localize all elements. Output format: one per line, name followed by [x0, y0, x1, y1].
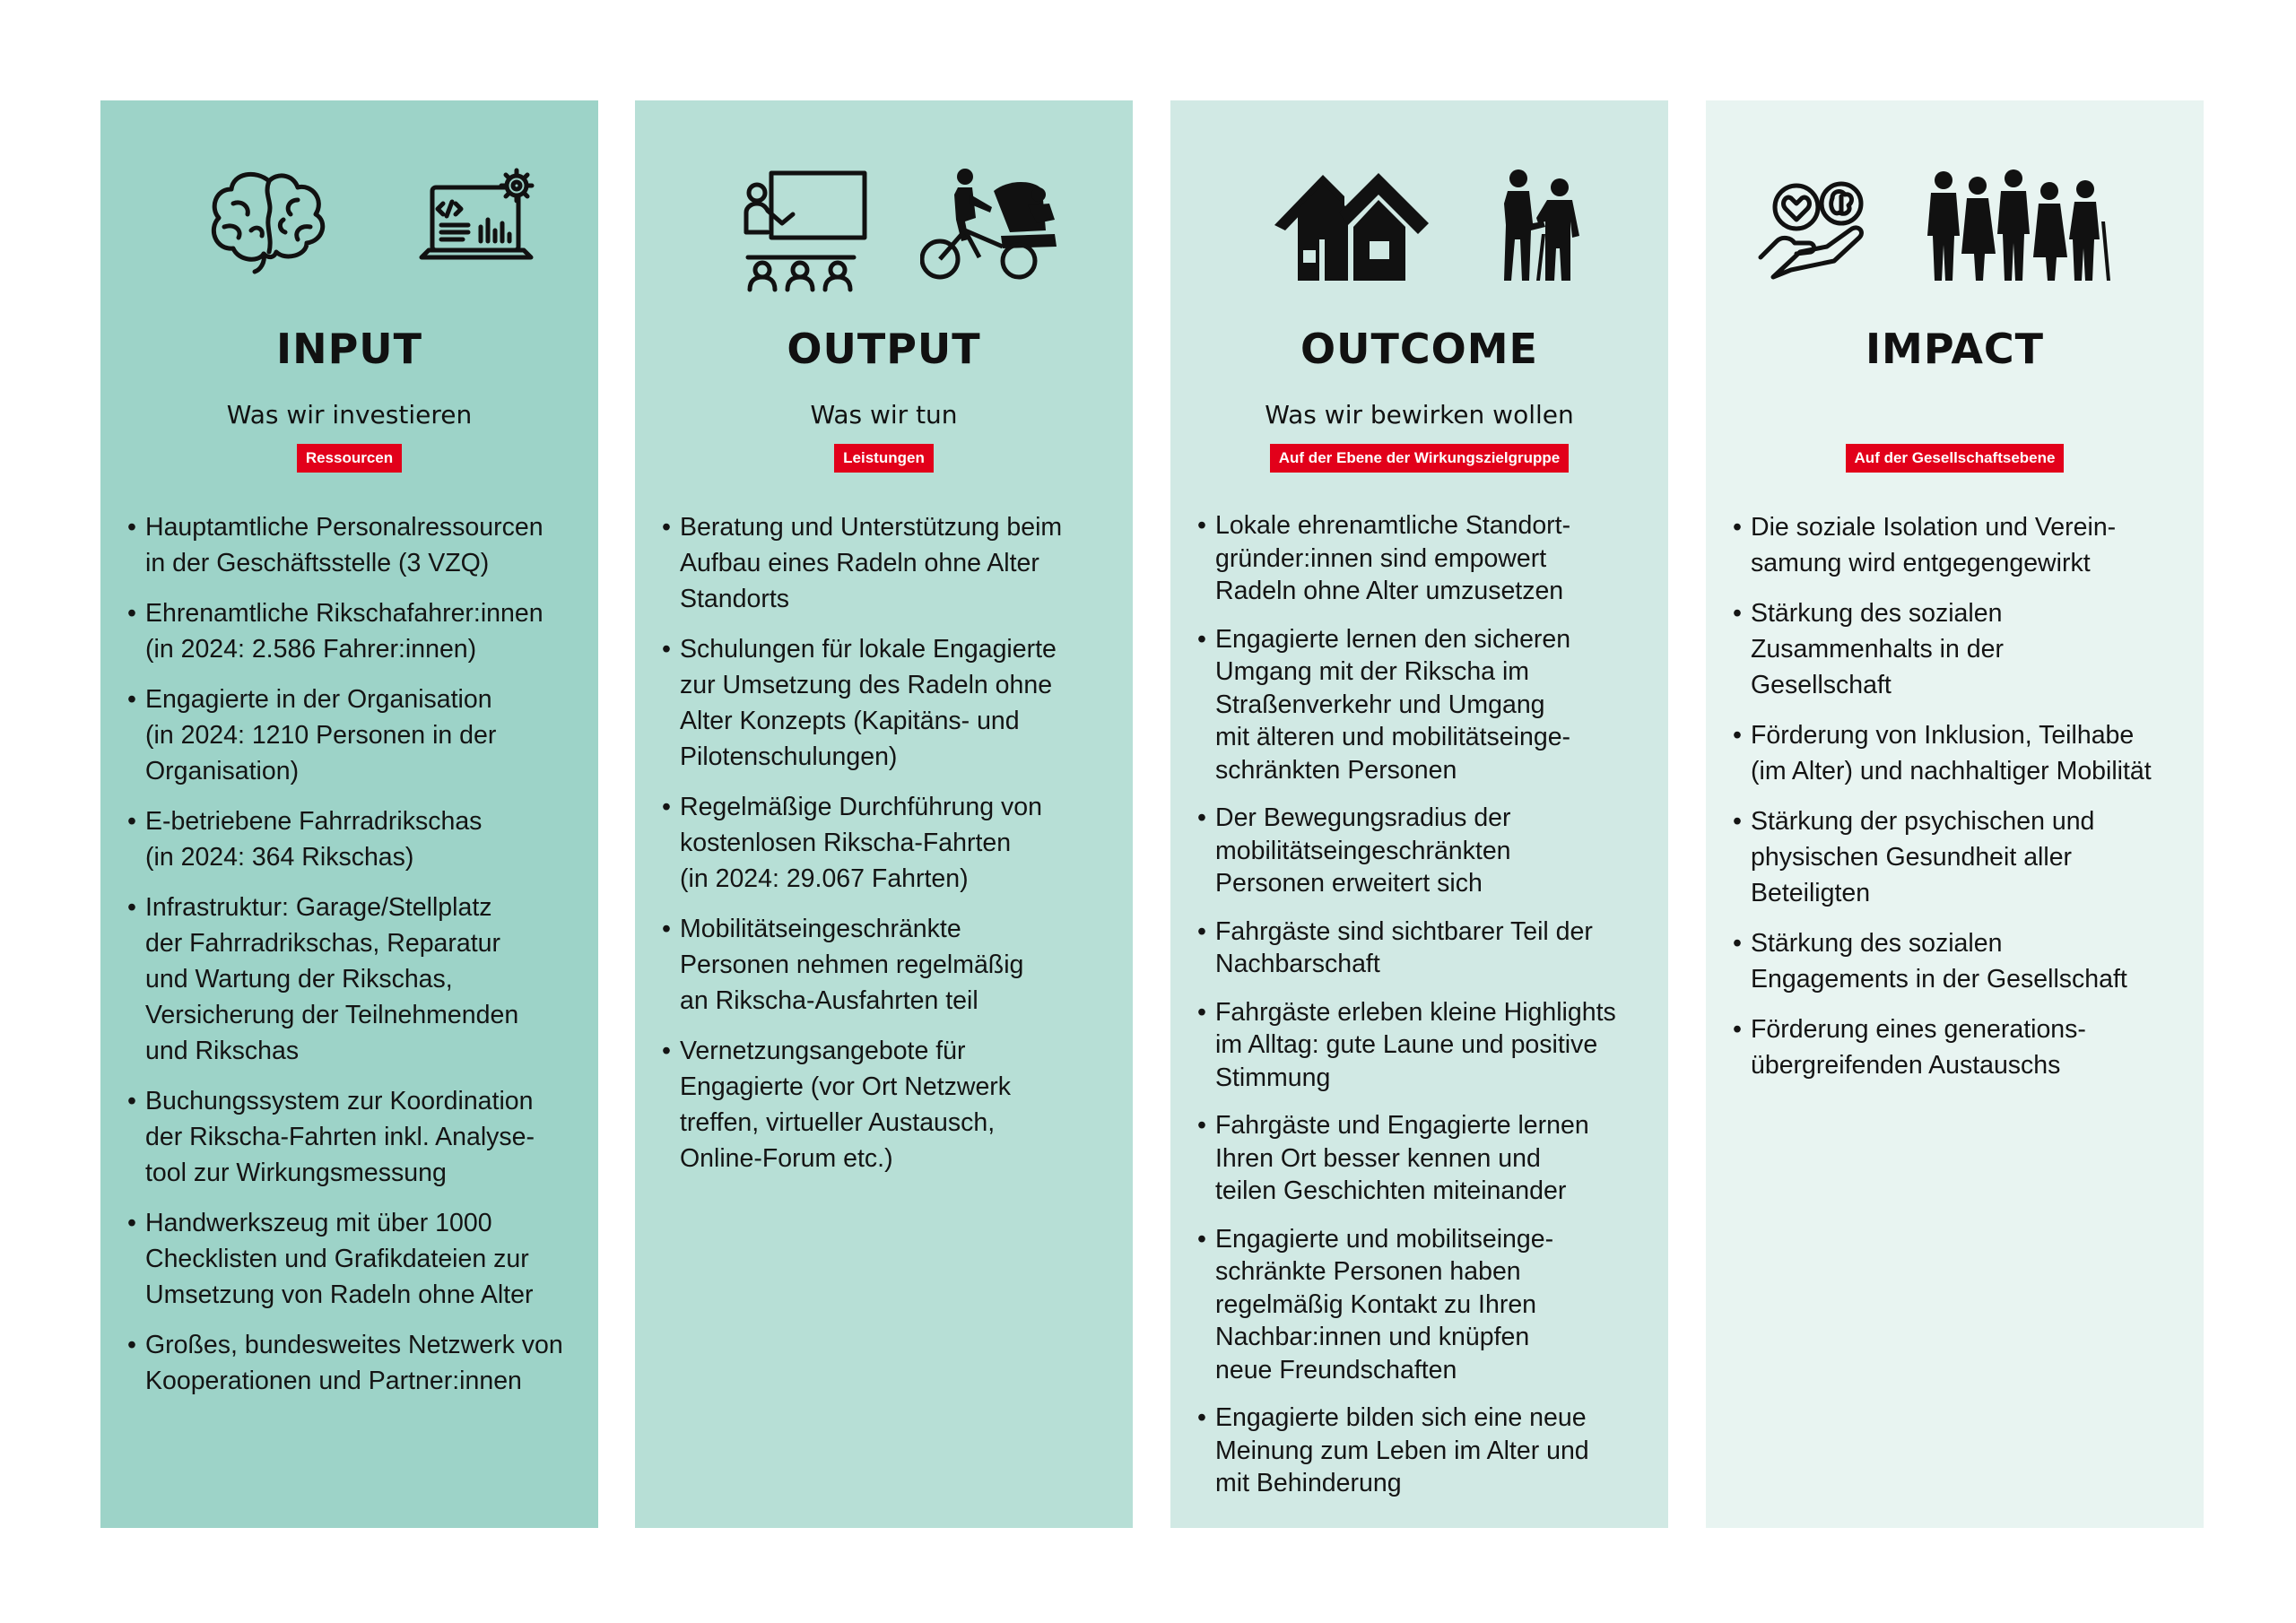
list-item	[1197, 1109, 1650, 1208]
hand-heart-brain-icon	[1755, 168, 1872, 284]
list-item-line: • Lokale ehrenamtliche Standort-	[1215, 511, 1571, 540]
list-item-line: samung wird entgegengewirkt	[1751, 549, 2091, 577]
list-item-line: der Fahrradrikschas, Reparatur	[145, 929, 500, 958]
list-item	[127, 803, 580, 875]
list-item	[1197, 623, 1650, 787]
input-icons	[100, 168, 598, 289]
list-item-line: • Die soziale Isolation und Verein-	[1751, 513, 2117, 542]
list-item-line: • Stärkung der psychischen und	[1751, 807, 2095, 836]
list-item	[1733, 925, 2186, 997]
column-badge: Ressourcen	[297, 444, 402, 473]
list-item-line: • Beratung und Unterstützung beim	[680, 513, 1063, 542]
list-item-line: zur Umsetzung des Radeln ohne	[680, 671, 1053, 699]
list-item-line: mit Behinderung	[1215, 1469, 1402, 1497]
list-item-line: in der Geschäftsstelle (3 VZQ)	[145, 549, 490, 577]
list-item	[1197, 802, 1650, 900]
output-column	[635, 100, 1133, 1528]
presentation-training-icon	[743, 168, 868, 293]
list-item-line: • Buchungssystem zur Koordination	[145, 1087, 534, 1115]
list-item-line: • Engagierte lernen den sicheren	[1215, 624, 1571, 654]
column-badge: Auf der Gesellschaftsebene	[1846, 444, 2065, 473]
list-item-line: • Hauptamtliche Personalressourcen	[145, 513, 544, 542]
list-item-line: Versicherung der Teilnehmenden	[145, 1001, 519, 1029]
column-badge: Auf der Ebene der Wirkungszielgruppe	[1270, 444, 1569, 473]
column-subtitle: Was wir tun	[810, 400, 958, 430]
list-item-line: • Schulungen für lokale Engagierte	[680, 635, 1057, 664]
list-item-line: Ihren Ort besser kennen und	[1215, 1143, 1541, 1173]
list-item-line: Nachbar:innen und knüpfen	[1215, 1323, 1530, 1351]
list-item-line: Personen nehmen regelmäßig	[680, 950, 1024, 979]
list-item-line: mit älteren und mobilitätseinge-	[1215, 723, 1571, 751]
list-item-line: Checklisten und Grafikdateien zur	[145, 1245, 529, 1273]
list-item-line: übergreifenden Austauschs	[1751, 1051, 2061, 1080]
list-item-line: • Großes, bundesweites Netzwerk von	[145, 1331, 563, 1359]
column-subtitle: Was wir investieren	[226, 400, 473, 430]
list-item	[1197, 916, 1650, 981]
list-item-line: • Handwerkszeug mit über 1000	[145, 1209, 492, 1237]
rickshaw-icon	[920, 168, 1064, 284]
list-item-line: und Wartung der Rikschas,	[145, 965, 453, 994]
output-icons	[635, 168, 1133, 289]
laptop-code-gear-icon	[416, 168, 542, 275]
list-item-line: (in 2024: 1210 Personen in der	[145, 721, 497, 750]
list-item	[1197, 1402, 1650, 1500]
list-item-line: im Alltag: gute Laune und positive	[1215, 1030, 1598, 1059]
list-item-line: Engagierte (vor Ort Netzwerk	[680, 1072, 1012, 1101]
list-item	[127, 1327, 580, 1399]
column-list	[1197, 509, 1650, 1515]
list-item-line: • Ehrenamtliche Rikschafahrer:innen	[145, 599, 544, 628]
list-item-line: Nachbarschaft	[1215, 950, 1380, 978]
list-item-line: Standorts	[680, 585, 789, 613]
list-item-line: • Der Bewegungsradius der	[1215, 803, 1511, 832]
list-item	[662, 509, 1115, 617]
list-item-line: (in 2024: 364 Rikschas)	[145, 843, 414, 872]
list-item	[662, 911, 1115, 1019]
list-item-line: Aufbau eines Radeln ohne Alter	[680, 549, 1039, 577]
list-item	[127, 681, 580, 789]
column-badge: Leistungen	[834, 444, 934, 473]
list-item-line: kostenlosen Rikscha-Fahrten	[680, 829, 1012, 857]
list-item-line: Kooperationen und Partner:innen	[145, 1367, 522, 1395]
list-item-line: der Rikscha-Fahrten inkl. Analyse-	[145, 1123, 535, 1151]
outcome-column	[1170, 100, 1668, 1528]
list-item-line: Umgang mit der Rikscha im	[1215, 657, 1530, 686]
list-item-line: Pilotenschulungen)	[680, 742, 898, 771]
list-item-line: • Engagierte in der Organisation	[145, 685, 492, 714]
list-item	[127, 509, 580, 581]
impact-column	[1706, 100, 2204, 1528]
list-item-line: regelmäßig Kontakt zu Ihren	[1215, 1289, 1537, 1319]
list-item-line: (in 2024: 2.586 Fahrer:innen)	[145, 635, 477, 664]
column-list	[662, 509, 1115, 1191]
list-item	[1733, 803, 2186, 911]
column-subtitle: Was wir bewirken wollen	[1265, 400, 1574, 430]
list-item	[1197, 996, 1650, 1095]
list-item-line: und Rikschas	[145, 1037, 300, 1065]
list-item-line: (in 2024: 29.067 Fahrten)	[680, 864, 969, 893]
list-item-line: schränkte Personen haben	[1215, 1257, 1521, 1286]
list-item-line: physischen Gesundheit aller	[1751, 843, 2073, 872]
list-item-line: tool zur Wirkungsmessung	[145, 1159, 447, 1187]
list-item-line: Alter Konzepts (Kapitäns- und	[680, 707, 1020, 735]
outcome-icons	[1170, 168, 1668, 289]
list-item-line: • Engagierte und mobilitseinge-	[1215, 1224, 1554, 1254]
list-item-line: • E-betriebene Fahrradrikschas	[145, 807, 483, 836]
list-item	[662, 1033, 1115, 1176]
list-item-line: Umsetzung von Radeln ohne Alter	[145, 1280, 534, 1309]
list-item	[1733, 1011, 2186, 1083]
list-item-line: neue Freundschaften	[1215, 1355, 1457, 1384]
list-item-line: • Vernetzungsangebote für	[680, 1037, 966, 1065]
list-item-line: an Rikscha-Ausfahrten teil	[680, 986, 978, 1015]
list-item-line: Online-Forum etc.)	[680, 1144, 893, 1173]
list-item-line: gründer:innen sind empowert	[1215, 543, 1547, 573]
list-item-line: Stimmung	[1215, 1063, 1331, 1092]
list-item-line: Radeln ohne Alter umzusetzen	[1215, 577, 1564, 605]
column-title: IMPACT	[1865, 325, 2045, 373]
list-item	[1733, 509, 2186, 581]
group-of-people-icon	[1926, 168, 2123, 284]
column-title: OUTPUT	[787, 325, 981, 373]
list-item-line: Beteiligten	[1751, 879, 1871, 907]
list-item-line: schränkten Personen	[1215, 755, 1457, 785]
brain-icon	[206, 168, 332, 275]
houses-icon	[1271, 168, 1432, 284]
list-item-line: • Stärkung des sozialen	[1751, 929, 2003, 958]
list-item	[1733, 717, 2186, 789]
list-item	[127, 595, 580, 667]
list-item-line: Engagements in der Gesellschaft	[1751, 965, 2127, 994]
list-item	[127, 1083, 580, 1191]
list-item-line: mobilitätseingeschränkten	[1215, 836, 1511, 865]
list-item-line: (im Alter) und nachhaltiger Mobilität	[1751, 757, 2152, 785]
impact-icons	[1706, 168, 2204, 289]
list-item	[662, 631, 1115, 775]
list-item	[127, 1205, 580, 1313]
column-title: OUTCOME	[1300, 325, 1538, 373]
list-item-line: • Förderung eines generations-	[1751, 1015, 2086, 1044]
list-item-line: • Engagierte bilden sich eine neue	[1215, 1403, 1587, 1432]
list-item-line: • Förderung von Inklusion, Teilhabe	[1751, 721, 2135, 750]
list-item-line: Gesellschaft	[1751, 671, 1892, 699]
list-item	[1197, 1223, 1650, 1387]
list-item-line: • Fahrgäste sind sichtbarer Teil der	[1215, 916, 1593, 946]
list-item-line: Personen erweitert sich	[1215, 869, 1483, 898]
column-list	[1733, 509, 2186, 1098]
list-item-line: Straßenverkehr und Umgang	[1215, 690, 1545, 719]
list-item-line: • Stärkung des sozialen	[1751, 599, 2003, 628]
list-item-line: teilen Geschichten miteinander	[1215, 1176, 1567, 1205]
list-item-line: • Mobilitätseingeschränkte	[680, 915, 961, 943]
list-item-line: Zusammenhalts in der	[1751, 635, 2004, 664]
input-column	[100, 100, 598, 1528]
helping-elderly-icon	[1495, 168, 1594, 284]
list-item-line: • Infrastruktur: Garage/Stellplatz	[145, 893, 492, 922]
list-item-line: treffen, virtueller Austausch,	[680, 1108, 996, 1137]
list-item	[1197, 509, 1650, 608]
column-list	[127, 509, 580, 1413]
list-item	[127, 890, 580, 1069]
list-item-line: • Regelmäßige Durchführung von	[680, 793, 1042, 821]
list-item-line: • Fahrgäste erleben kleine Highlights	[1215, 997, 1616, 1027]
list-item	[1733, 595, 2186, 703]
list-item-line: • Fahrgäste und Engagierte lernen	[1215, 1111, 1589, 1140]
list-item	[662, 789, 1115, 897]
list-item-line: Organisation)	[145, 757, 300, 785]
column-title: INPUT	[275, 325, 423, 373]
list-item-line: Meinung zum Leben im Alter und	[1215, 1436, 1589, 1465]
